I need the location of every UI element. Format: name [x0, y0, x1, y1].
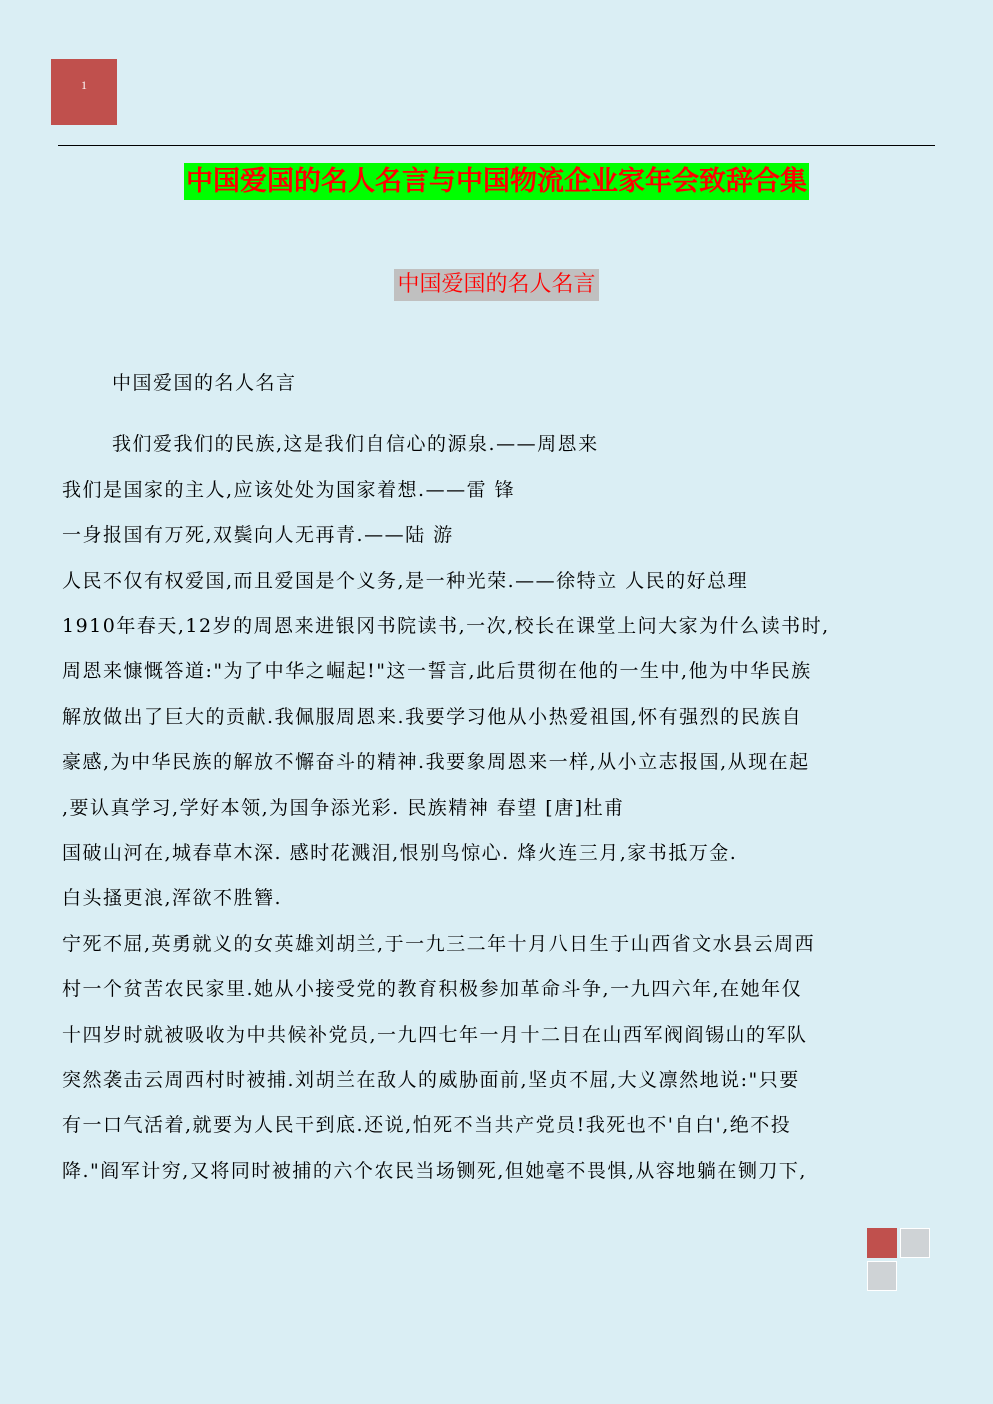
- body-line: 降."阎军计穷,又将同时被捕的六个农民当场铡死,但她毫不畏惧,从容地躺在铡刀下,: [62, 1160, 807, 1182]
- body-line: 解放做出了巨大的贡献.我佩服周恩来.我要学习他从小热爱祖国,怀有强烈的民族自: [62, 706, 803, 728]
- body-line: 我们是国家的主人,应该处处为国家着想.——雷 锋: [62, 479, 516, 501]
- body-line: 豪感,为中华民族的解放不懈奋斗的精神.我要象周恩来一样,从小立志报国,从现在起: [62, 751, 810, 773]
- document-title: [0, 163, 993, 200]
- body-line: 周恩来慷慨答道:"为了中华之崛起!"这一誓言,此后贯彻在他的一生中,他为中华民族: [62, 660, 812, 682]
- body-line: 人民不仅有权爱国,而且爱国是个义务,是一种光荣.——徐特立 人民的好总理: [62, 570, 749, 592]
- section-title-text: 中国爱国的名人名言: [394, 269, 598, 301]
- body-line: 1910年春天,12岁的周恩来进银冈书院读书,一次,校长在课堂上问大家为什么读书时,: [62, 615, 830, 637]
- header-rule: [58, 145, 935, 146]
- body-line: 有一口气活着,就要为人民干到底.还说,怕死不当共产党员!我死也不'自白',绝不投: [62, 1114, 792, 1136]
- body-line: 宁死不屈,英勇就义的女英雄刘胡兰,于一九三二年十月八日生于山西省文水县云周西: [62, 933, 816, 955]
- body-line: 我们爱我们的民族,这是我们自信心的源泉.——周恩来: [112, 433, 599, 455]
- corner-decoration: [867, 1228, 933, 1294]
- body-line: 白头搔更浪,浑欲不胜簪.: [62, 887, 283, 909]
- body-line: ,要认真学习,学好本领,为国争添光彩. 民族精神 春望 [唐]杜甫: [62, 797, 625, 819]
- body-line: 中国爱国的名人名言: [112, 372, 297, 394]
- body-line: 国破山河在,城春草木深. 感时花溅泪,恨别鸟惊心. 烽火连三月,家书抵万金.: [62, 842, 738, 864]
- body-line: 突然袭击云周西村时被捕.刘胡兰在敌人的威胁面前,坚贞不屈,大义凛然地说:"只要: [62, 1069, 800, 1091]
- document-title-text: 中国爱国的名人名言与中国物流企业家年会致辞合集: [184, 163, 809, 200]
- section-title: [0, 269, 993, 301]
- decor-square-gray: [867, 1261, 897, 1291]
- body-line: 村一个贫苦农民家里.她从小接受党的教育积极参加革命斗争,一九四六年,在她年仅: [62, 978, 803, 1000]
- body-line: 十四岁时就被吸收为中共候补党员,一九四七年一月十二日在山西军阀阎锡山的军队: [62, 1024, 808, 1046]
- decor-square-gray: [900, 1228, 930, 1258]
- body-line: 一身报国有万死,双鬓向人无再青.——陆 游: [62, 524, 454, 546]
- page-number-badge: 1: [51, 59, 117, 125]
- decor-square-red: [867, 1228, 897, 1258]
